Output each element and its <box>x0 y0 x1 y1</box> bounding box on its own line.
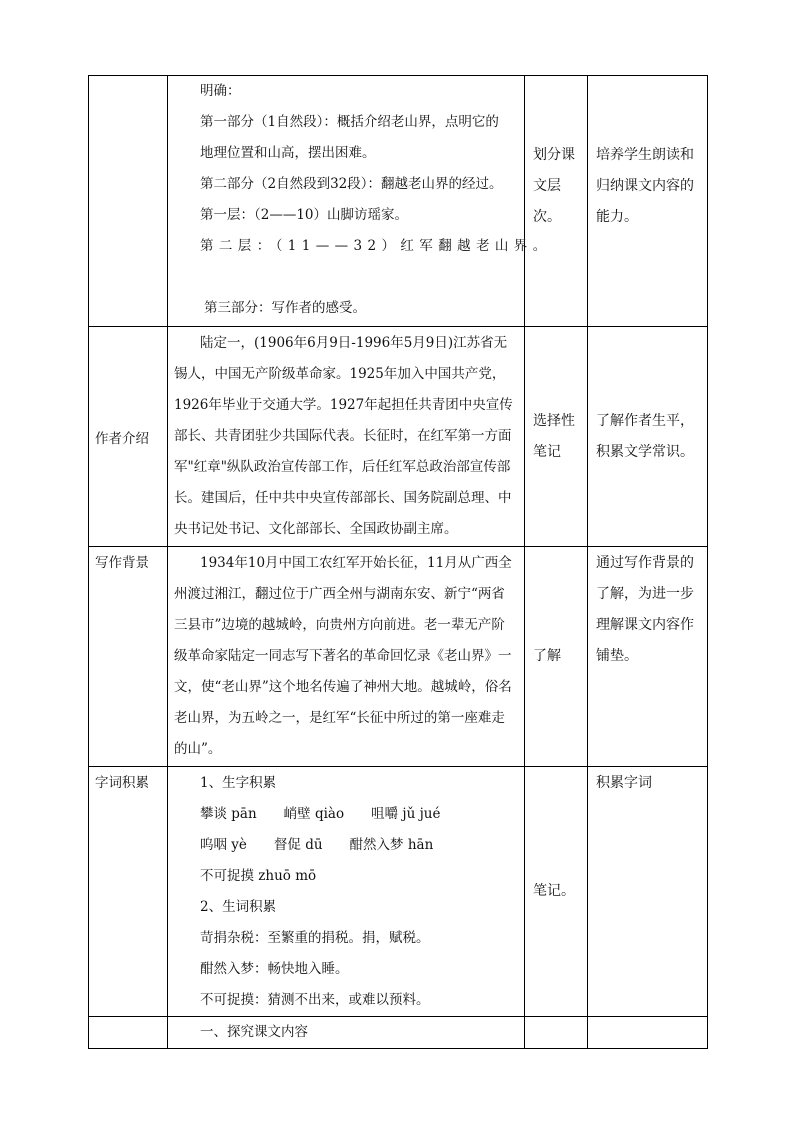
text-line: 第一部分（1自然段）：概括介绍老山界，点明它的 <box>200 114 499 130</box>
content-cell <box>168 767 525 1017</box>
table-row <box>89 76 708 327</box>
method-text: 笔记。 <box>533 883 575 899</box>
text-line: 呜咽 yè 督促 dū 酣然入梦 hān <box>200 837 434 853</box>
paragraph: 1934年10月中国工农红军开始长征，11月从广西全州渡过湘江，翻过位于广西全州与湖南东安、新宁“两省三县市”边境的越城岭，向贵州方向前进。老一辈无产阶级革命家陆定一同志写下著名的革命回忆录《老山界》一文，使“老山界”这个地名传遍了神州大地。越城岭，俗名老山界，为五岭之一，是红军“长征中所过的第一座难走的山”。 <box>174 555 512 757</box>
text-line: 不可捉摸 zhuō mō <box>200 868 317 884</box>
content-cell <box>168 327 525 547</box>
method-text: 选择性笔记 <box>533 412 575 460</box>
row-label-cell <box>89 547 168 767</box>
row-label-cell <box>89 1017 168 1049</box>
text-line: 一、探究课文内容 <box>200 1024 308 1040</box>
text-line: 明确： <box>200 83 241 99</box>
text-line: 1、生字积累 <box>200 775 277 791</box>
text-line: 酣然入梦：畅快地入睡。 <box>200 961 349 977</box>
goal-cell <box>588 327 708 547</box>
table-row <box>89 767 708 1017</box>
row-label-cell <box>89 327 168 547</box>
method-cell <box>525 1017 588 1049</box>
lesson-plan-table <box>88 75 708 1049</box>
method-text: 划分课文层次。 <box>533 147 575 225</box>
method-cell <box>525 547 588 767</box>
goal-text: 了解作者生平，积累文学常识。 <box>596 412 694 460</box>
method-text: 了解 <box>533 648 561 664</box>
row-label-cell <box>89 76 168 327</box>
text-line: 第二部分（2自然段到32段）：翻越老山界的经过。 <box>200 176 503 192</box>
text-line: 苛捐杂税：至繁重的捐税。捐，赋税。 <box>200 930 430 946</box>
row-label: 字词积累 <box>95 775 149 791</box>
text-line: 第三部分：写作者的感受。 <box>204 300 366 316</box>
text-line: 第一层：（2——10）山脚访瑶家。 <box>200 207 409 223</box>
goal-cell <box>588 767 708 1017</box>
goal-text: 通过写作背景的了解，为进一步理解课文内容作铺垫。 <box>596 555 694 664</box>
text-line: 不可捉摸：猜测不出来，或难以预料。 <box>200 992 430 1008</box>
method-cell <box>525 767 588 1017</box>
method-cell <box>525 76 588 327</box>
row-label: 写作背景 <box>95 555 149 571</box>
goal-text: 积累字词 <box>596 775 652 791</box>
paragraph: 陆定一，(1906年6月9日-1996年5月9日)江苏省无锡人，中国无产阶级革命家。1925年加入中国共产党，1926年毕业于交通大学。1927年起担任共青团中央宣传部长、共青团驻少共国际代表。长征时，在红军第一方面军"红章"纵队政治宣传部工作，后任红军总政治部宣传部长。建国后，任中共中央宣传部部长、国务院副总理、中央书记处书记、文化部部长、全国政协副主席。 <box>174 335 513 537</box>
text-line: 第二层：（11——32）红军翻越老山界。 <box>200 238 552 254</box>
content-cell <box>168 547 525 767</box>
method-cell <box>525 327 588 547</box>
row-label: 作者介绍 <box>95 430 149 447</box>
table-row <box>89 327 708 547</box>
text-line: 地理位置和山高，摆出困难。 <box>200 145 376 161</box>
goal-cell <box>588 547 708 767</box>
content-cell <box>168 1017 525 1049</box>
goal-text: 培养学生朗读和归纳课文内容的能力。 <box>596 147 694 225</box>
row-label-cell <box>89 767 168 1017</box>
goal-cell <box>588 1017 708 1049</box>
text-line: 2、生词积累 <box>200 899 277 915</box>
goal-cell <box>588 76 708 327</box>
content-cell <box>168 76 552 327</box>
text-line: 攀谈 pān 峭壁 qiào 咀嚼 jǔ jué <box>200 806 441 822</box>
table-row <box>89 547 708 767</box>
table-row <box>89 1017 708 1049</box>
